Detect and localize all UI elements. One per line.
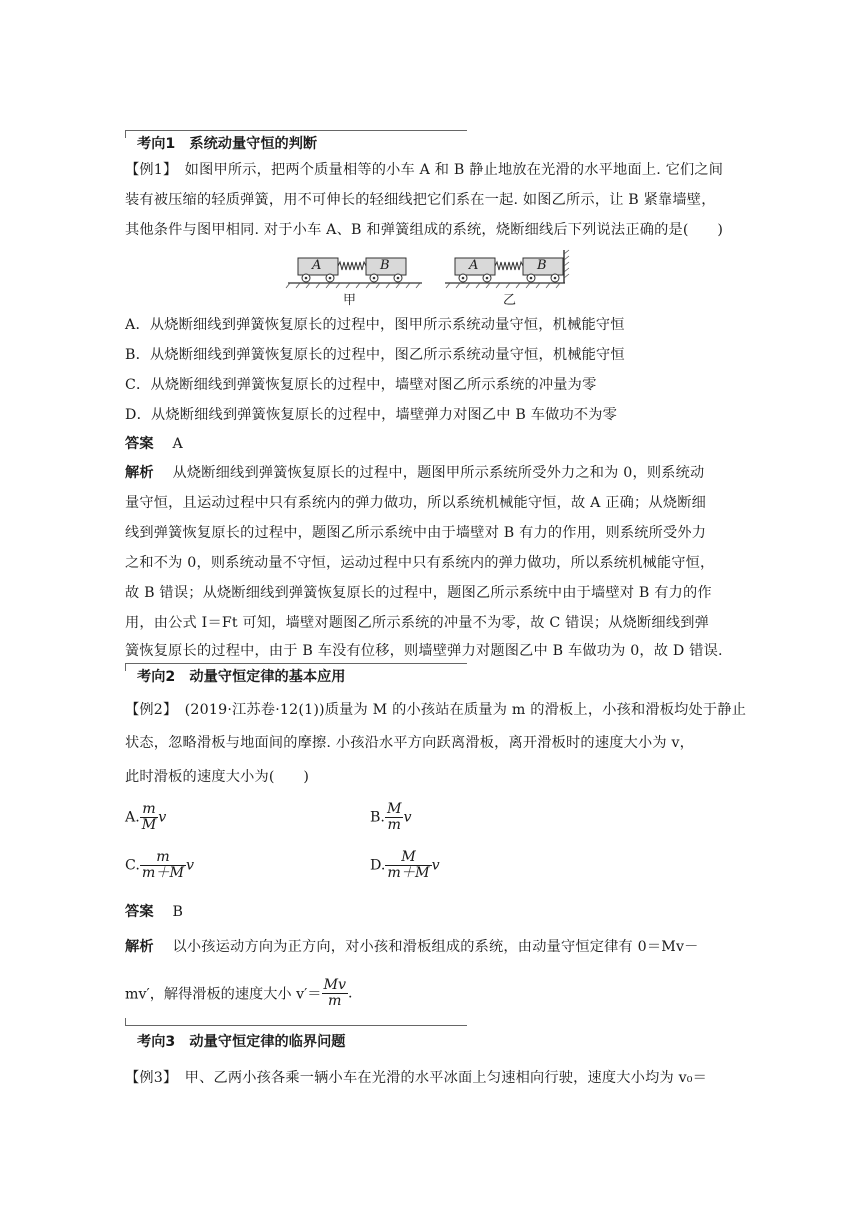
fraction-numerator: m — [140, 850, 186, 866]
ex1-analysis-line-2: 量守恒，且运动过程中只有系统内的弹力做功，所以系统机械能守恒，故 A 正确；从烧断细 — [125, 495, 706, 511]
section-title-3: 考向3 动量守恒定律的临界问题 — [137, 1034, 346, 1050]
ex1-analysis-line-4: 之和不为 0，则系统动量不守恒，运动过程中只有系统内的弹力做功，所以系统机械能守恒， — [125, 555, 715, 571]
ex1-analysis-line-6: 用，由公式 I＝Ft 可知，墙壁对题图乙所示系统的冲量不为零，故 C 错误；从烧断细线到弹 — [125, 615, 709, 631]
ex2-answer — [125, 902, 183, 922]
ex2-option-a — [125, 802, 166, 833]
cart-a-label-yi: A — [469, 258, 479, 273]
fraction-denominator: m — [328, 993, 342, 1009]
fraction-denominator: m＋M — [387, 865, 430, 881]
option-fraction — [140, 850, 186, 881]
ex1-analysis-line-3: 线到弹簧恢复原长的过程中，题图乙所示系统中由于墙壁对 B 有力的作用，则系统所受外力 — [125, 525, 707, 541]
section-rule — [125, 663, 467, 664]
option-velocity: v — [158, 809, 167, 826]
option-label: A. — [125, 809, 140, 826]
analysis-label: 解析 — [125, 939, 154, 955]
fraction-numerator: m — [140, 802, 159, 818]
ex1-option-b: B．从烧断细线到弹簧恢复原长的过程中，图乙所示系统动量守恒，机械能守恒 — [125, 347, 625, 363]
ex1-line-1: 【例1】 如图甲所示，把两个质量相等的小车 A 和 B 静止地放在光滑的水平地面上. 它们之间 — [125, 162, 724, 178]
ex2-line-2: 状态，忽略滑板与地面间的摩擦. 小孩沿水平方向跃离滑板，离开滑板时的速度大小为 v， — [125, 735, 695, 751]
ex1-line-3: 其他条件与图甲相同. 对于小车 A、B 和弹簧组成的系统，烧断细线后下列说法正确的是( ) — [125, 222, 724, 238]
ex3-line-1: 【例3】 甲、乙两小孩各乘一辆小车在光滑的水平冰面上匀速相向行驶，速度大小均为 v₀＝ — [125, 1070, 708, 1086]
ex1-analysis-line-5: 故 B 错误；从烧断细线到弹簧恢复原长的过程中，题图乙所示系统中由于墙壁对 B 有力的作 — [125, 585, 712, 601]
section-rule-tick — [125, 663, 126, 671]
ex2-option-d — [370, 850, 440, 881]
analysis-text: 从烧断细线到弹簧恢复原长的过程中，题图甲所示系统所受外力之和为 0，则系统动 — [172, 465, 705, 481]
option-label: C. — [125, 857, 140, 874]
ex2-analysis-line-1 — [125, 937, 699, 957]
ex1-analysis-line-7: 簧恢复原长的过程中，由于 B 车没有位移，则墙壁弹力对题图乙中 B 车做功为 0，故 D 错误. — [125, 643, 723, 659]
option-fraction — [385, 850, 431, 881]
ex1-line-2: 装有被压缩的轻质弹簧，用不可伸长的轻细线把它们系在一起. 如图乙所示，让 B 紧靠墙壁， — [125, 192, 716, 208]
section-rule-3 — [125, 1025, 467, 1026]
ex2-line-3: 此时滑板的速度大小为( ) — [125, 769, 310, 785]
ex2-analysis-line-2 — [125, 978, 353, 1009]
answer-label: 答案 — [125, 436, 154, 452]
answer-label: 答案 — [125, 904, 154, 920]
figure-label-jia: 甲 — [343, 293, 357, 308]
option-velocity: v — [403, 809, 412, 826]
option-velocity: v — [186, 857, 195, 874]
result-fraction — [322, 978, 349, 1009]
option-velocity: v — [431, 857, 440, 874]
option-fraction — [385, 802, 404, 833]
fraction-numerator: M — [386, 801, 402, 817]
section-title: 考向1 系统动量守恒的判断 — [137, 136, 318, 152]
section-title: 考向2 动量守恒定律的基本应用 — [137, 669, 346, 685]
fraction-denominator: m＋M — [141, 865, 185, 881]
fraction-denominator: m — [387, 817, 401, 833]
cart-a-label-jia: A — [312, 258, 322, 273]
answer-value: A — [172, 436, 183, 452]
cart-spring-figure — [280, 248, 580, 308]
analysis-text: 以小孩运动方向为正方向，对小孩和滑板组成的系统，由动量守恒定律有 0＝Mv－ — [172, 939, 699, 955]
ex1-option-a: A．从烧断细线到弹簧恢复原长的过程中，图甲所示系统动量守恒，机械能守恒 — [125, 317, 625, 333]
figure-label-yi: 乙 — [503, 293, 517, 308]
section-rule — [125, 130, 467, 131]
ex2-option-c — [125, 850, 194, 881]
option-label: B. — [370, 809, 385, 826]
section-header-1 — [125, 130, 467, 152]
ex1-option-d: D．从烧断细线到弹簧恢复原长的过程中，墙壁弹力对图乙中 B 车做功不为零 — [125, 407, 618, 423]
section-rule-3-tick — [125, 1018, 126, 1026]
ex1-answer — [125, 434, 183, 454]
cart-b-label-yi: B — [537, 258, 547, 273]
ex1-option-c: C．从烧断细线到弹簧恢复原长的过程中，墙壁对图乙所示系统的冲量为零 — [125, 377, 597, 393]
section-rule-tick — [125, 130, 126, 138]
analysis-label: 解析 — [125, 465, 154, 481]
period: . — [348, 985, 353, 1002]
analysis-text: mv′，解得滑板的速度大小 v′＝ — [125, 986, 322, 1003]
fraction-denominator: M — [141, 817, 157, 833]
ex2-line-1: 【例2】 (2019·江苏卷·12(1))质量为 M 的小孩站在质量为 m 的滑板上，小孩和滑板均处于静止 — [125, 702, 747, 718]
section-header-2 — [125, 663, 467, 685]
fraction-numerator: Mv — [323, 977, 347, 993]
option-fraction — [140, 802, 159, 833]
answer-value: B — [172, 904, 184, 920]
option-label: D. — [370, 857, 386, 874]
ex2-option-b — [370, 802, 411, 833]
fraction-numerator: M — [385, 850, 431, 866]
ex1-analysis-line-1 — [125, 463, 704, 483]
cart-b-label-jia: B — [380, 258, 390, 273]
